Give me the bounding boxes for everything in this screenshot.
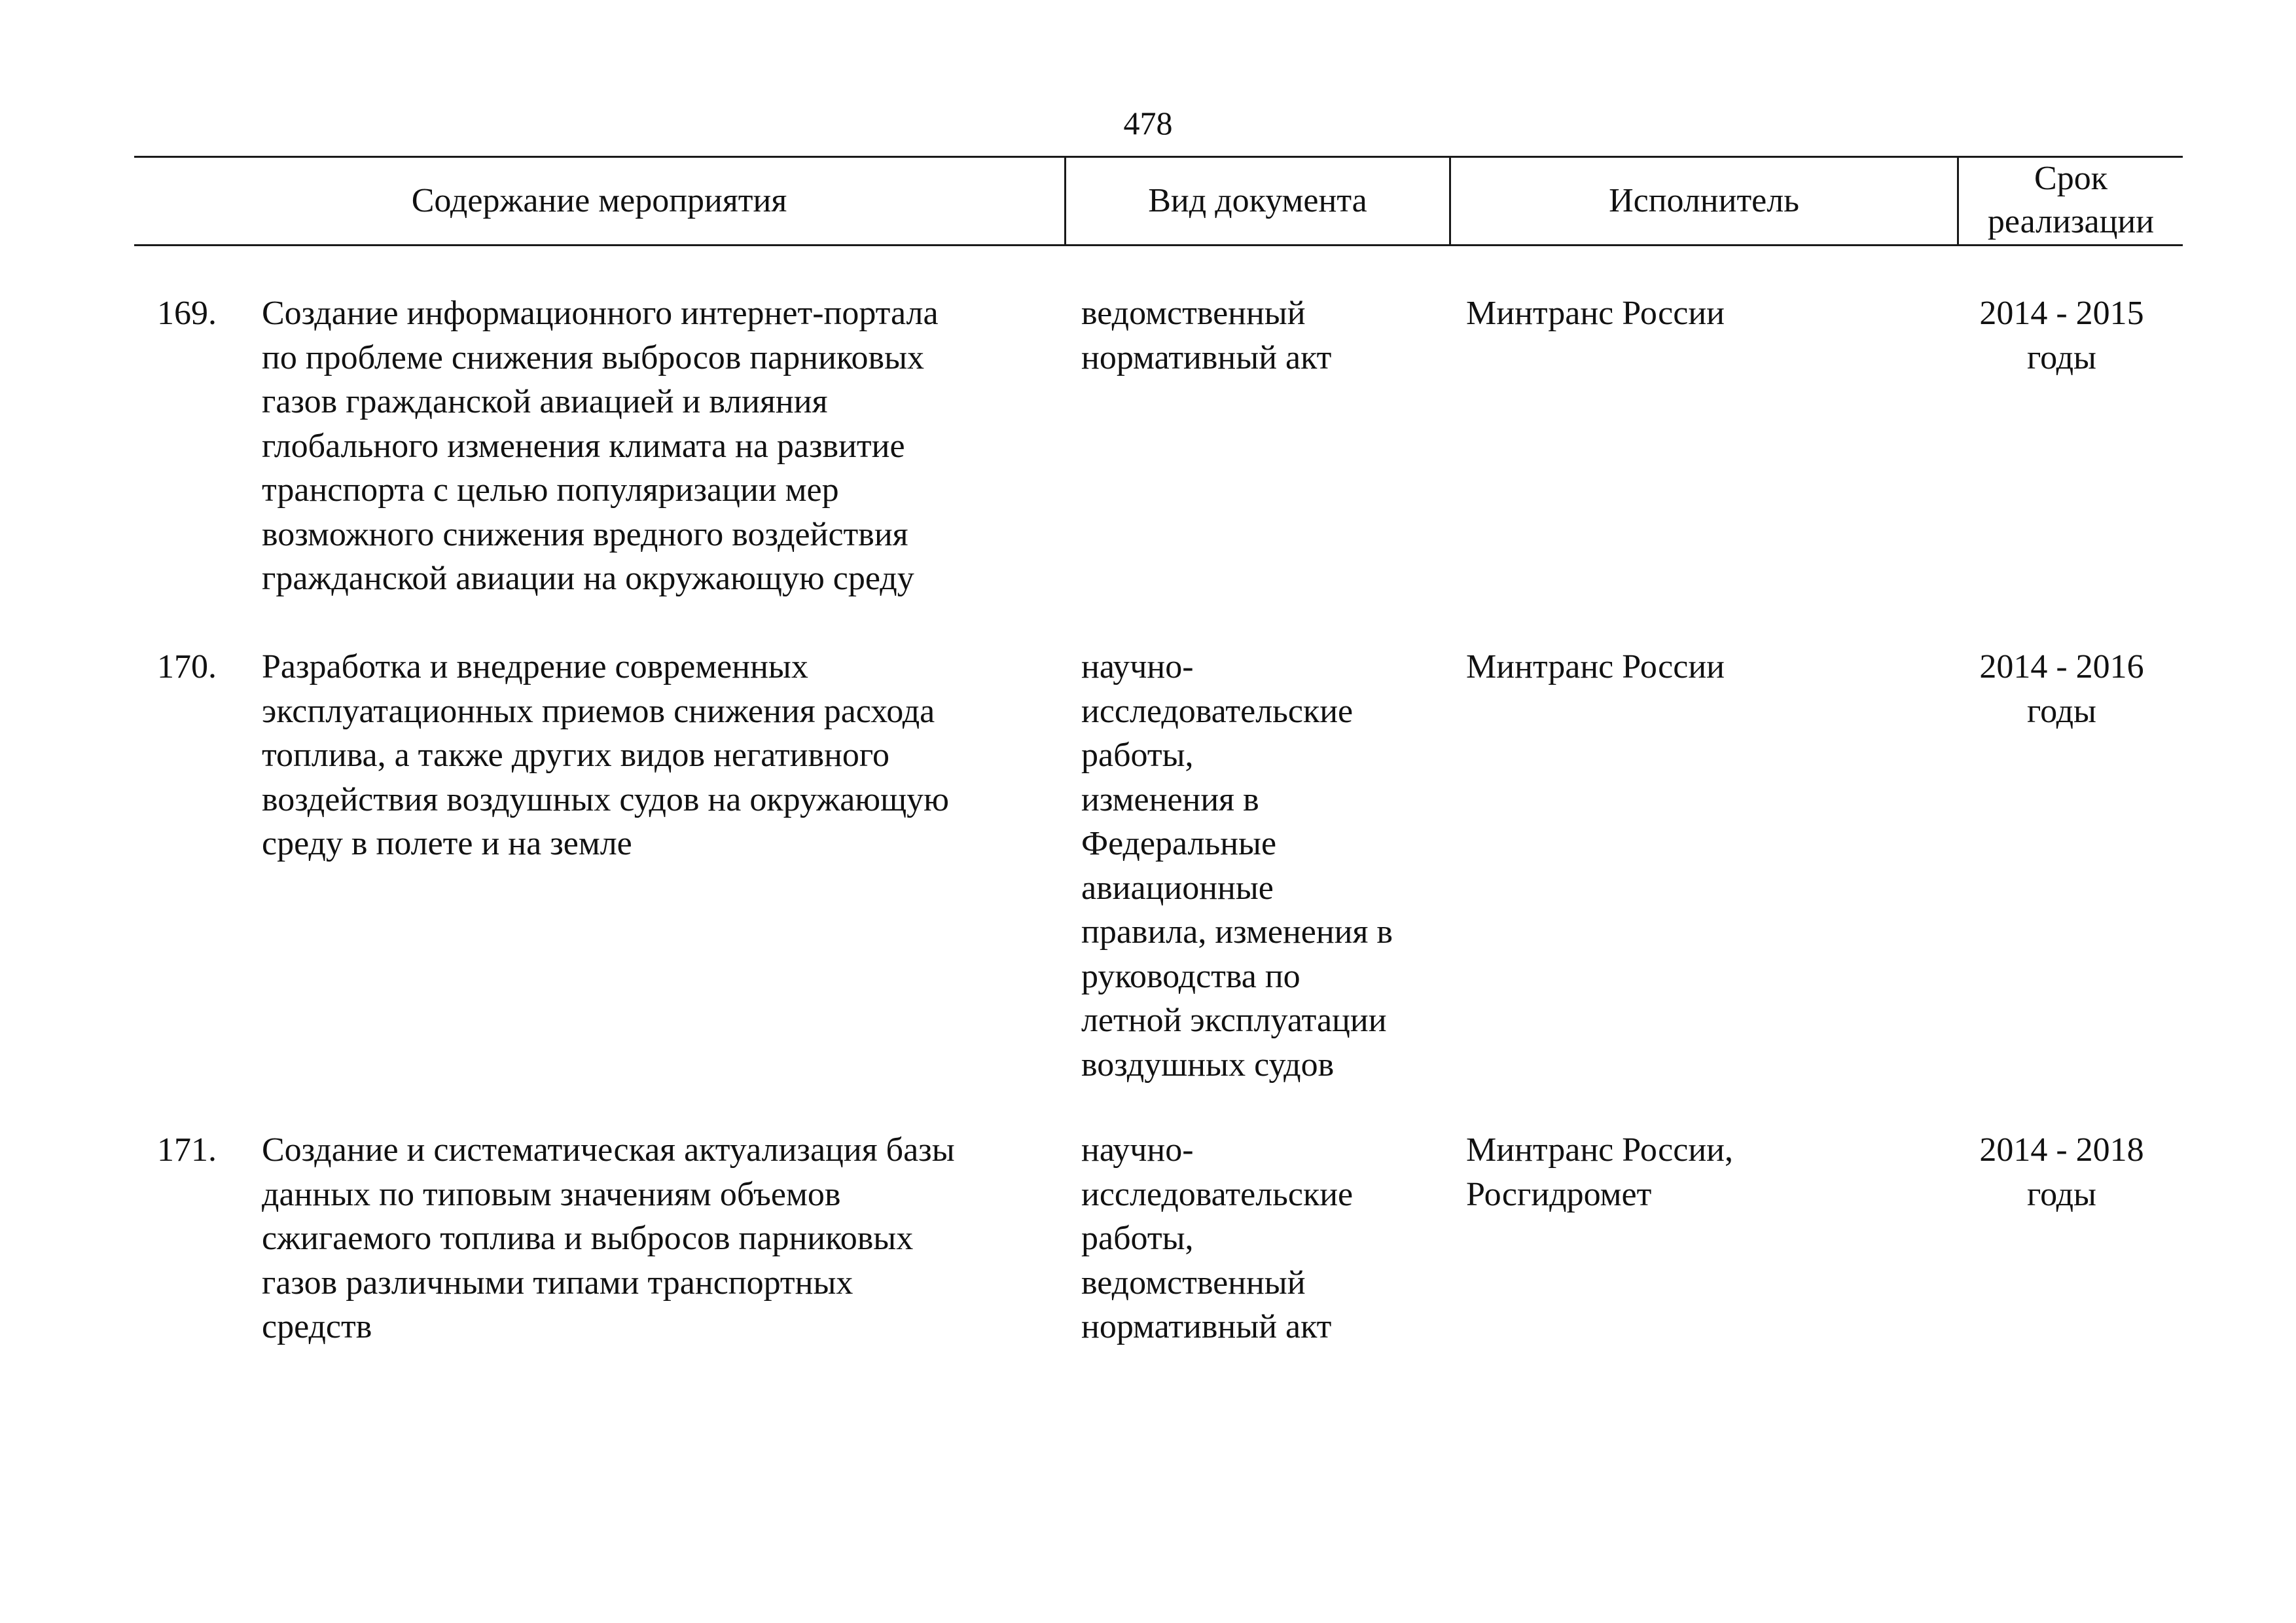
row-term: 2014 - 2018 годы (1979, 1131, 2144, 1213)
header-doc-type: Вид документа (1148, 182, 1367, 219)
row-doc-type: научно- исследовательские работы, изменения в Федеральные авиационные правила, изменения в руководства по летной эксплуатации воздушных судов (1081, 648, 1393, 1084)
header-top-rule (134, 156, 2183, 158)
row-number: 171. (157, 1131, 217, 1169)
row-content: Создание информационного интернет-портала по проблеме снижения выбросов парниковых газов гражданской авиацией и влияния глобального изменения климата на развитие транспорта с целью популяризации мер возможного снижения вредного воздействия гражданской авиации на окружающую среду (262, 295, 939, 597)
row-executor: Минтранс России (1466, 648, 1725, 685)
header-term: Срок реализации (1987, 160, 2155, 240)
row-term: 2014 - 2016 годы (1979, 648, 2144, 730)
row-doc-type: ведомственный нормативный акт (1081, 295, 1332, 376)
header-bottom-rule (134, 244, 2183, 246)
row-doc-type: научно- исследовательские работы, ведомственный нормативный акт (1081, 1131, 1354, 1345)
header-executor: Исполнитель (1609, 182, 1799, 219)
header-content: Содержание мероприятия (411, 182, 787, 219)
row-content: Создание и систематическая актуализация базы данных по типовым значениям объемов сжигаемого топлива и выбросов парниковых газов различными типами транспортных средств (262, 1131, 955, 1345)
page-number: 478 (1123, 105, 1173, 141)
row-number: 170. (157, 648, 217, 685)
row-content: Разработка и внедрение современных эксплуатационных приемов снижения расхода топлива, а также других видов негативного воздействия воздушных судов на окружающую среду в полете и на земле (262, 648, 950, 862)
row-term: 2014 - 2015 годы (1979, 295, 2144, 376)
row-executor: Минтранс России, Росгидромет (1466, 1131, 1733, 1213)
row-number: 169. (157, 295, 217, 332)
row-executor: Минтранс России (1466, 295, 1725, 332)
